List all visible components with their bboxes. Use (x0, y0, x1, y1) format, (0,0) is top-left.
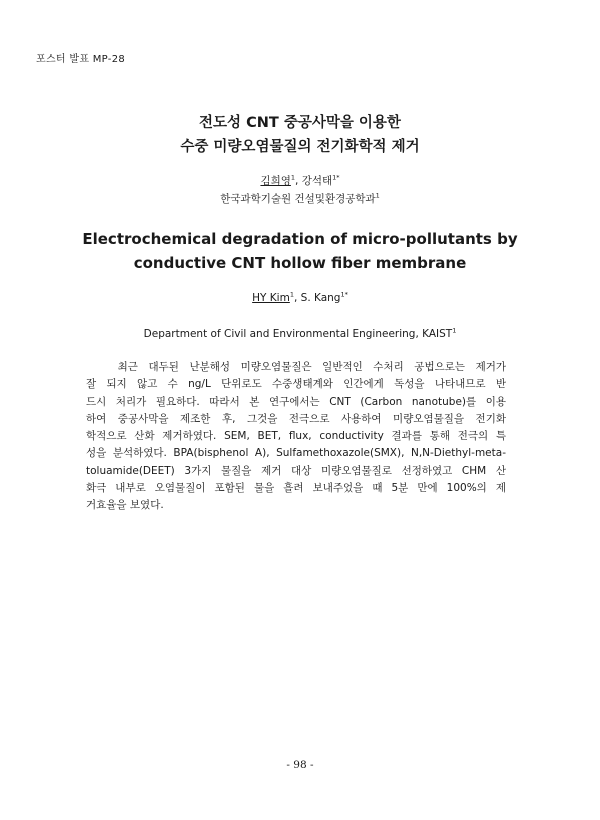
english-title (0, 227, 600, 275)
english-affiliation (0, 326, 600, 342)
english-affiliation-text: Department of Civil and Environmental Engineering, KAIST (143, 328, 453, 340)
english-author-separator: , (293, 292, 301, 304)
abstract-line: 드시 처리가 필요하다. 따라서 본 연구에서는 CNT (Carbon nanotube)를 이용 (86, 395, 506, 408)
english-author-1-sup: 1 (289, 290, 294, 299)
korean-authors (0, 172, 600, 190)
abstract-line: 거효율을 보였다. (86, 499, 164, 512)
english-author-2-sup: 1* (340, 290, 348, 299)
abstract-line: 하여 중공사막을 제조한 후, 그것을 전극으로 사용하여 미량오염물질을 전기화 (86, 412, 506, 425)
abstract-line: 최근 대두된 난분해성 미량오염물질은 일반적인 수처리 공법으로는 제거가 (86, 361, 506, 373)
abstract-line: toluamide(DEET) 3가지 물질을 제거 대상 미량오염물질로 선정하였고 CHM 산 (86, 464, 506, 477)
page-number: - 98 - (286, 759, 314, 771)
abstract-line: 화극 내부로 오염물질이 포함된 물을 흘려 보내주었을 때 5분 만에 100%의 제 (86, 482, 506, 495)
korean-author-2: 강석태 (301, 175, 333, 187)
abstract-line: 학적으로 산화 제거하였다. SEM, BET, flux, conductivity 결과를 통해 전극의 특 (86, 430, 506, 443)
korean-title-line-1: 전도성 CNT 중공사막을 이용한 (199, 115, 401, 131)
english-author-2: S. Kang (300, 292, 341, 304)
korean-author-1-sup: 1 (290, 173, 296, 182)
abstract-line: 잘 되지 않고 수 ng/L 단위로도 수중생태계와 인간에게 독성을 나타내므로 반 (86, 378, 506, 391)
session-tag: 포스터 발표 MP-28 (36, 54, 126, 65)
korean-author-2-sup: 1* (332, 173, 340, 182)
abstract-line: 성을 분석하였다. BPA(bisphenol A), Sulfamethoxazole(SMX), N,N-Diethyl-meta- (86, 447, 506, 460)
english-title-line-2: conductive CNT hollow fiber membrane (133, 254, 467, 272)
korean-affiliation-text: 한국과학기술원 건설및환경공학과 (220, 193, 376, 205)
korean-title (0, 111, 600, 159)
english-author-1: HY Kim (252, 292, 290, 304)
english-affiliation-sup: 1 (452, 326, 457, 335)
korean-author-separator: , (295, 175, 302, 187)
korean-author-1: 김희영 (260, 175, 291, 187)
korean-title-line-2: 수중 미량오염물질의 전기화학적 제거 (180, 139, 420, 155)
korean-affiliation-sup: 1 (375, 191, 380, 200)
english-title-line-1: Electrochemical degradation of micro-pollutants by (82, 230, 518, 248)
korean-authors-block (0, 172, 600, 208)
korean-affiliation (0, 190, 600, 208)
english-authors (0, 290, 600, 306)
abstract (86, 359, 506, 515)
